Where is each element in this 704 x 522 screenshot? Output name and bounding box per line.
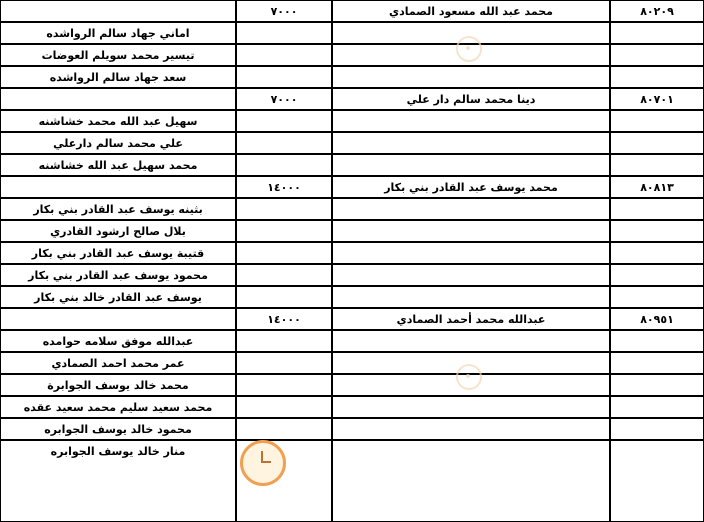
member-row bbox=[0, 44, 704, 66]
primary-name: دينا محمد سالم دار علي bbox=[332, 88, 610, 110]
member-name: منار خالد يوسف الجوابره bbox=[0, 440, 236, 522]
member-name: عبدالله موفق سلامه حوامده bbox=[0, 330, 236, 352]
empty-cell bbox=[610, 44, 704, 66]
empty-cell bbox=[332, 440, 610, 522]
member-name: محمود خالد يوسف الجوابره bbox=[0, 418, 236, 440]
clock-stamp-icon bbox=[240, 440, 286, 486]
empty-cell bbox=[236, 220, 332, 242]
empty-cell bbox=[332, 66, 610, 88]
empty-cell bbox=[236, 154, 332, 176]
member-row bbox=[0, 264, 704, 286]
member-row bbox=[0, 440, 704, 522]
empty-cell bbox=[610, 418, 704, 440]
amount: ٧٠٠٠ bbox=[236, 88, 332, 110]
amount: ١٤٠٠٠ bbox=[236, 308, 332, 330]
empty-cell bbox=[332, 330, 610, 352]
empty-cell bbox=[0, 0, 236, 22]
member-name: بثينه يوسف عبد القادر بني بكار bbox=[0, 198, 236, 220]
member-row bbox=[0, 154, 704, 176]
member-row bbox=[0, 220, 704, 242]
member-row bbox=[0, 132, 704, 154]
empty-cell bbox=[332, 154, 610, 176]
member-row bbox=[0, 66, 704, 88]
empty-cell bbox=[236, 198, 332, 220]
member-name: محمود يوسف عبد القادر بني بكار bbox=[0, 264, 236, 286]
member-name: محمد سعيد سليم محمد سعيد عقده bbox=[0, 396, 236, 418]
empty-cell bbox=[236, 132, 332, 154]
group-header-row bbox=[0, 0, 704, 22]
empty-cell bbox=[0, 176, 236, 198]
empty-cell bbox=[332, 242, 610, 264]
group-header-row bbox=[0, 308, 704, 330]
group-header-row bbox=[0, 176, 704, 198]
member-name: تيسير محمد سويلم العوضات bbox=[0, 44, 236, 66]
empty-cell bbox=[236, 44, 332, 66]
empty-cell bbox=[610, 264, 704, 286]
empty-cell bbox=[332, 132, 610, 154]
empty-cell bbox=[236, 330, 332, 352]
member-row bbox=[0, 374, 704, 396]
primary-name: محمد عبد الله مسعود الصمادي bbox=[332, 0, 610, 22]
member-row bbox=[0, 22, 704, 44]
member-row bbox=[0, 352, 704, 374]
empty-cell bbox=[610, 440, 704, 522]
empty-cell bbox=[236, 396, 332, 418]
empty-cell bbox=[610, 198, 704, 220]
primary-name: عبدالله محمد أحمد الصمادي bbox=[332, 308, 610, 330]
empty-cell bbox=[610, 396, 704, 418]
empty-cell bbox=[332, 264, 610, 286]
empty-cell bbox=[332, 286, 610, 308]
empty-cell bbox=[610, 66, 704, 88]
empty-cell bbox=[610, 374, 704, 396]
member-row bbox=[0, 396, 704, 418]
empty-cell bbox=[0, 88, 236, 110]
member-row bbox=[0, 110, 704, 132]
empty-cell bbox=[610, 110, 704, 132]
account-number: ٨٠٨١٣ bbox=[610, 176, 704, 198]
member-name: يوسف عبد القادر خالد بني بكار bbox=[0, 286, 236, 308]
member-row bbox=[0, 330, 704, 352]
stamp-watermark-icon bbox=[456, 36, 482, 62]
member-name: عمر محمد احمد الصمادي bbox=[0, 352, 236, 374]
stamp-watermark-icon bbox=[456, 364, 482, 390]
member-row bbox=[0, 198, 704, 220]
member-name: اماني جهاد سالم الرواشده bbox=[0, 22, 236, 44]
amount: ٧٠٠٠ bbox=[236, 0, 332, 22]
member-name: سهيل عبد الله محمد خشاشنه bbox=[0, 110, 236, 132]
amount: ١٤٠٠٠ bbox=[236, 176, 332, 198]
empty-cell bbox=[236, 374, 332, 396]
member-row bbox=[0, 242, 704, 264]
empty-cell bbox=[610, 330, 704, 352]
member-name: بلال صالح ارشود القادري bbox=[0, 220, 236, 242]
member-name: محمد سهيل عبد الله خشاشنه bbox=[0, 154, 236, 176]
member-row bbox=[0, 418, 704, 440]
empty-cell bbox=[610, 132, 704, 154]
account-number: ٨٠٢٠٩ bbox=[610, 0, 704, 22]
empty-cell bbox=[610, 220, 704, 242]
member-name: قتيبة يوسف عبد القادر بني بكار bbox=[0, 242, 236, 264]
empty-cell bbox=[0, 308, 236, 330]
account-number: ٨٠٩٥١ bbox=[610, 308, 704, 330]
empty-cell bbox=[236, 22, 332, 44]
member-row bbox=[0, 286, 704, 308]
empty-cell bbox=[332, 396, 610, 418]
member-name: سعد جهاد سالم الرواشده bbox=[0, 66, 236, 88]
primary-name: محمد يوسف عبد القادر بني بكار bbox=[332, 176, 610, 198]
empty-cell bbox=[332, 418, 610, 440]
member-name: محمد خالد يوسف الجوابرة bbox=[0, 374, 236, 396]
account-number: ٨٠٧٠١ bbox=[610, 88, 704, 110]
empty-cell bbox=[332, 198, 610, 220]
empty-cell bbox=[236, 418, 332, 440]
group-header-row bbox=[0, 88, 704, 110]
empty-cell bbox=[236, 286, 332, 308]
empty-cell bbox=[610, 154, 704, 176]
empty-cell bbox=[610, 22, 704, 44]
empty-cell bbox=[236, 352, 332, 374]
empty-cell bbox=[236, 110, 332, 132]
empty-cell bbox=[610, 286, 704, 308]
empty-cell bbox=[236, 66, 332, 88]
empty-cell bbox=[236, 264, 332, 286]
member-name: علي محمد سالم دارعلي bbox=[0, 132, 236, 154]
empty-cell bbox=[610, 242, 704, 264]
empty-cell bbox=[332, 220, 610, 242]
empty-cell bbox=[332, 110, 610, 132]
empty-cell bbox=[610, 352, 704, 374]
empty-cell bbox=[236, 242, 332, 264]
